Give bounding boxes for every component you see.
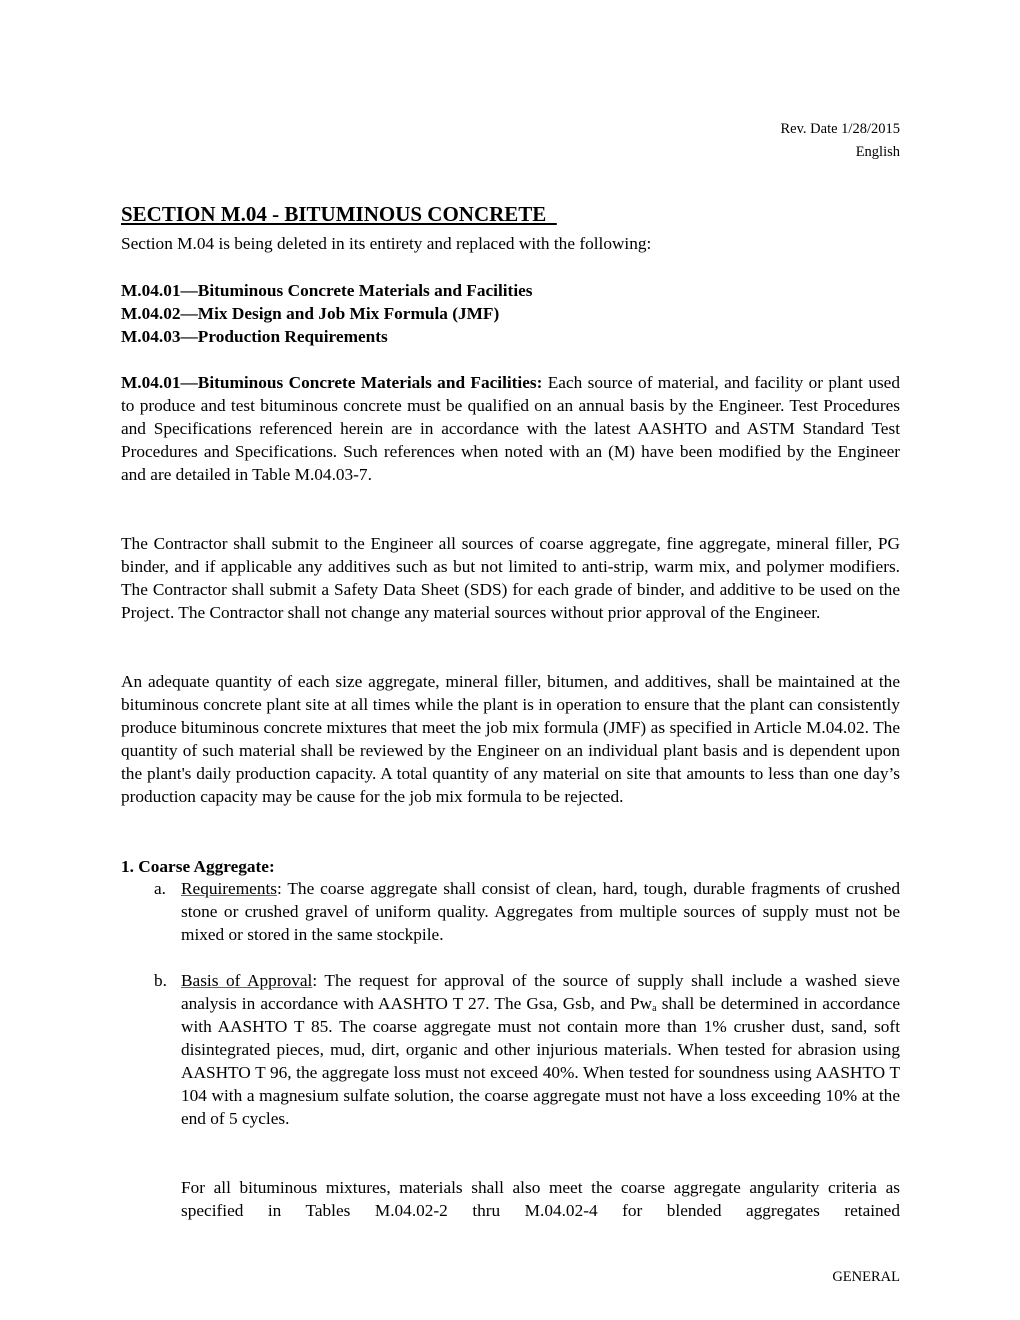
language-label: English bbox=[855, 144, 900, 160]
toc-item: M.04.01—Bituminous Concrete Materials and Facilities bbox=[121, 281, 533, 300]
basis-of-approval-label: Basis of Approval bbox=[181, 971, 313, 990]
requirements-label: Requirements bbox=[181, 879, 277, 898]
toc-item: M.04.02—Mix Design and Job Mix Formula (JMF) bbox=[121, 304, 500, 323]
table-of-contents bbox=[121, 279, 533, 348]
paragraph-sources-submission: The Contractor shall submit to the Engineer all sources of coarse aggregate, fine aggregate, mineral filler, PG binder, and if applicable any additives such as but not limited to anti-strip, warm mix, and polymer modifiers. The Contractor shall submit a Safety Data Sheet (SDS) for each grade of binder, and additive to be used on the Project. The Contractor shall not change any material sources without prior approval of the Engineer. bbox=[121, 534, 900, 622]
angularity-paragraph bbox=[154, 1176, 900, 1222]
paragraph-lead-heading: M.04.01—Bituminous Concrete Materials and Facilities: bbox=[121, 373, 543, 392]
list-marker: b. bbox=[154, 971, 167, 990]
coarse-aggregate-heading: 1. Coarse Aggregate: bbox=[121, 857, 275, 876]
page-header bbox=[781, 118, 900, 164]
requirements-text: : The coarse aggregate shall consist of clean, hard, tough, durable fragments of crushed stone or crushed gravel of uniform quality. Aggregates from multiple sources of supply must not be mixed or stored in the same stockpile. bbox=[181, 879, 900, 944]
paragraph-adequate-quantity: An adequate quantity of each size aggregate, mineral filler, bitumen, and additives, shall be maintained at the bituminous concrete plant site at all times while the plant is in operation to ensure that the plant can consistently produce bituminous concrete mixtures that meet the job mix formula (JMF) as specified in Article M.04.02. The quantity of such material shall be reviewed by the Engineer on an individual plant basis and is dependent upon the plant's daily production capacity. A total quantity of any material on site that amounts to less than one day’s production capacity may be cause for the job mix formula to be rejected. bbox=[121, 672, 900, 806]
list-marker: a. bbox=[154, 879, 166, 898]
basis-text-part-2: shall be determined in accordance with AASHTO T 85. The coarse aggregate must not contain more than 1% crusher dust, sand, soft disintegrated pieces, mud, dirt, organic and other injurious materials. When tested for abrasion using AASHTO T 96, the aggregate loss must not exceed 40%. When tested for soundness using AASHTO T 104 with a magnesium sulfate solution, the coarse aggregate must not have a loss exceeding 10% at the end of 5 cycles. bbox=[181, 994, 900, 1128]
subscript-a: a bbox=[652, 1003, 657, 1014]
paragraph-materials-facilities bbox=[121, 371, 900, 486]
section-title: SECTION M.04 - BITUMINOUS CONCRETE bbox=[121, 202, 557, 226]
revision-date: Rev. Date 1/28/2015 bbox=[780, 121, 900, 137]
basis-text-part-1: : The request for approval of the source of supply shall include a washed sieve analysis in accordance with AASHTO T 27. The Gsa, Gsb, and Pw bbox=[181, 971, 900, 1013]
toc-item: M.04.03—Production Requirements bbox=[121, 327, 388, 346]
section-intro: Section M.04 is being deleted in its entirety and replaced with the following: bbox=[121, 234, 652, 253]
angularity-text: For all bituminous mixtures, materials shall also meet the coarse aggregate angularity criteria as specified in Tables M.04.02-2 thru M.04.02-4 for blended aggregates retained bbox=[181, 1178, 900, 1220]
paragraph-body: Each source of material, and facility or plant used to produce and test bituminous concrete must be qualified on an annual basis by the Engineer. Test Procedures and Specifications referenced herein are in accordance with the latest AASHTO and ASTM Standard Test Procedures and Specifications. Such references when noted with an (M) have been modified by the Engineer and are detailed in Table M.04.03-7. bbox=[121, 373, 900, 484]
requirements-item bbox=[154, 877, 900, 946]
page-footer: GENERAL bbox=[832, 1269, 900, 1285]
basis-of-approval-item bbox=[154, 969, 900, 1130]
